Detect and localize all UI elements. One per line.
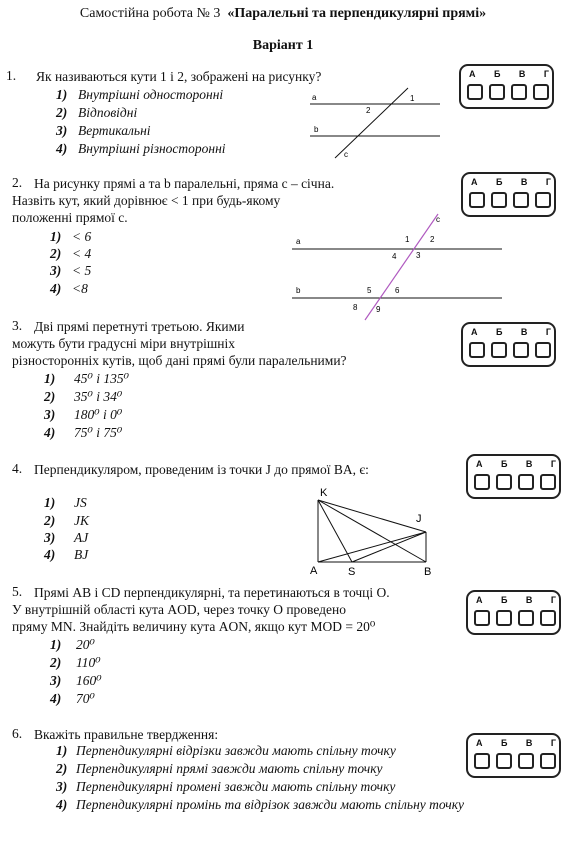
q2-label-5: 5 [367,286,372,295]
q5-option-3[interactable]: 3) 160⁰ [50,673,102,688]
q4-label-j: J [416,513,422,525]
q2-label-8: 8 [353,303,358,312]
q1-option-4[interactable]: 4) Внутрішні різносторонні [56,141,226,156]
q6-answer-cell-a[interactable] [474,753,490,769]
q1-label-2: 2 [366,106,371,115]
q4-label-a: A [310,565,318,577]
q5-answer-box: А Б В Г [466,590,561,635]
q3-option-1[interactable]: 1) 45⁰ і 135⁰ [44,371,130,386]
q2-answer-cell-g[interactable] [535,192,551,208]
q5-text-line3: пряму MN. Знайдіть величину кута AON, якщо кут MOD = 20⁰ [12,619,376,634]
q2-text-line1: На рисунку прямі a та b паралельні, пряма c – січна. [34,176,335,191]
q5-answer-cell-v[interactable] [518,610,534,626]
q2-option-4[interactable]: 4) <8 [50,281,88,296]
q6-option-1[interactable]: 1) Перпендикулярні відрізки завжди мають спільну точку [56,743,396,758]
q6-answer-cell-v[interactable] [518,753,534,769]
q2-figure [290,212,505,322]
q2-label-a: a [296,237,301,246]
q2-option-3[interactable]: 3) < 5 [50,263,92,278]
q4-answer-cell-g[interactable] [540,474,556,490]
q4-label-s: S [348,566,356,578]
q3-text-line2: можуть бути градусні міри внутрішніх [12,336,235,351]
q4-text: Перпендикуляром, проведеним із точки J до прямої BA, є: [34,462,369,477]
q4-label-k: K [320,487,328,499]
q3-answer-cell-g[interactable] [535,342,551,358]
q2-label-9: 9 [376,305,381,314]
q6-text: Вкажіть правильне твердження: [34,727,219,742]
q4-figure [306,484,436,576]
q4-answer-cell-v[interactable] [518,474,534,490]
q1-label-b: b [314,125,319,134]
q1-option-2[interactable]: 2) Відповідні [56,105,138,120]
title-prefix: Самостійна робота № 3 [79,6,221,21]
answer-letter-v: В [518,69,526,79]
q6-answer-cell-g[interactable] [540,753,556,769]
q4-segment-aj [318,532,426,562]
q1-answer-box [459,64,554,109]
q1-answer-cell-b[interactable] [489,84,505,100]
q4-label-b: B [424,566,432,578]
q4-segment-sj [352,532,426,562]
q5-number: 5. [12,584,23,599]
q3-answer-cell-v[interactable] [513,342,529,358]
q6-option-3[interactable]: 3) Перпендикулярні промені завжди мають спільну точку [56,779,396,794]
q4-segment-kj [318,500,426,532]
q2-answer-cell-b[interactable] [491,192,507,208]
q5-text-line1: Прямі AB і CD перпендикулярні, та перетинаються в точці O. [34,585,390,600]
answer-letter-g: Г [543,69,549,79]
q5-option-1[interactable]: 1) 20⁰ [50,637,95,652]
q6-option-4[interactable]: 4) Перпендикулярні промінь та відрізок завжди мають спільну точку [56,797,465,812]
q3-option-2[interactable]: 2) 35⁰ і 34⁰ [44,389,123,404]
q4-option-3[interactable]: 3) AJ [44,530,89,545]
q2-label-c: c [436,215,440,224]
q6-answer-cell-b[interactable] [496,753,512,769]
q1-label-1: 1 [410,94,415,103]
q4-segment-kb [318,500,426,562]
q6-answer-box: А Б В Г [466,733,561,778]
q4-option-4[interactable]: 4) BJ [44,547,89,562]
q2-label-1: 1 [405,235,410,244]
q2-option-2[interactable]: 2) < 4 [50,246,92,261]
q2-label-2: 2 [430,235,435,244]
q3-answer-cell-a[interactable] [469,342,485,358]
q3-option-4[interactable]: 4) 75⁰ і 75⁰ [44,425,123,440]
q4-option-1[interactable]: 1) JS [44,495,87,510]
q2-option-1[interactable]: 1) < 6 [50,229,92,244]
q1-answer-cell-v[interactable] [511,84,527,100]
q4-answer-box: А Б В Г [466,454,561,499]
q3-text-line3: різносторонніх кутів, щоб дані прямі були паралельними? [12,353,347,368]
variant-label: Варіант 1 [252,38,314,53]
q3-text-line1: Дві прямі перетнуті третьою. Якими [34,319,245,334]
q4-answer-cell-a[interactable] [474,474,490,490]
q5-option-2[interactable]: 2) 110⁰ [50,655,101,670]
q4-option-2[interactable]: 2) JK [44,513,89,528]
q2-label-4: 4 [392,252,397,261]
q5-text-line2: У внутрішній області кута AOD, через точку O проведено [12,602,346,617]
q2-label-3: 3 [416,251,421,260]
q1-text: Як називаються кути 1 і 2, зображені на рисунку? [36,69,322,84]
title-topic: «Паралельні та перпендикулярні прямі» [227,6,487,21]
q1-number: 1. [6,68,17,83]
q3-answer-box: А Б В Г [461,322,556,367]
q6-number: 6. [12,726,23,741]
q2-answer-cell-a[interactable] [469,192,485,208]
q3-answer-cell-b[interactable] [491,342,507,358]
q2-number: 2. [12,175,23,190]
q3-number: 3. [12,318,23,333]
q2-text-line3: положенні прямої c. [12,210,128,225]
q1-line-c [335,88,408,158]
worksheet-title [0,6,566,22]
q1-option-3[interactable]: 3) Вертикальні [56,123,151,138]
q4-answer-cell-b[interactable] [496,474,512,490]
q6-option-2[interactable]: 2) Перпендикулярні прямі завжди мають спільну точку [56,761,383,776]
q5-option-4[interactable]: 4) 70⁰ [50,691,95,706]
q1-option-1[interactable]: 1) Внутрішні односторонні [56,87,224,102]
q1-answer-cell-g[interactable] [533,84,549,100]
q5-answer-cell-a[interactable] [474,610,490,626]
q2-text-line2: Назвіть кут, який дорівнює < 1 при будь-якому [12,193,281,208]
q2-answer-box: А Б В Г [461,172,556,217]
q1-label-a: a [312,93,317,102]
q2-label-b: b [296,286,301,295]
q3-option-3[interactable]: 3) 180⁰ і 0⁰ [44,407,123,422]
q2-label-6: 6 [395,286,400,295]
answer-letter-a: А [469,69,476,79]
q2-answer-cell-v[interactable] [513,192,529,208]
q1-label-c: c [344,150,348,159]
q4-number: 4. [12,461,23,476]
answer-letter-b: Б [493,69,501,79]
q5-answer-cell-b[interactable] [496,610,512,626]
q5-answer-cell-g[interactable] [540,610,556,626]
q1-answer-cell-a[interactable] [467,84,483,100]
q1-figure [300,84,450,164]
